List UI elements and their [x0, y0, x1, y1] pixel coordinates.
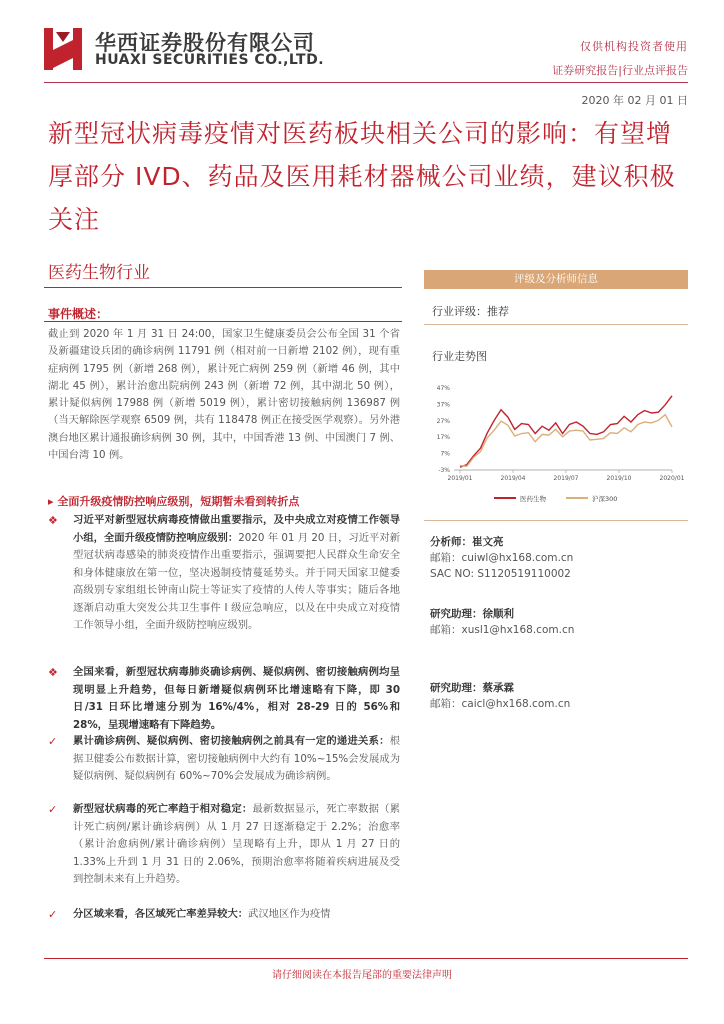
key-point-text: 全面升级疫情防控响应级别，短期暂未看到转折点 [57, 495, 300, 508]
x-tick-label: 2019/07 [553, 475, 579, 482]
analyst-card [430, 680, 570, 712]
analyst-name: 徐顺利 [482, 608, 514, 620]
y-tick-label: -3% [438, 467, 450, 474]
point-item [48, 733, 400, 786]
analyst-role: 分析师： [430, 536, 472, 548]
industry-trend-chart [426, 374, 688, 514]
report-type-tag: 证券研究报告|行业点评报告 [552, 64, 688, 77]
email-label: 邮箱： [430, 698, 462, 710]
analyst-email[interactable]: xusl1@hx168.com.cn [461, 624, 575, 636]
analyst-name: 崔文亮 [472, 536, 504, 548]
rating-label: 行业评级： [432, 305, 487, 318]
x-tick-label: 2019/01 [447, 475, 473, 482]
x-tick-label: 2020/01 [659, 475, 685, 482]
y-tick-label: 37% [436, 401, 450, 409]
event-heading: 事件概述： [48, 307, 109, 321]
header-divider [44, 82, 688, 83]
sac-label: SAC NO: [430, 568, 474, 580]
analyst-card [430, 606, 574, 638]
point-bold: 分区域来看，各区域死亡率差异较大： [73, 908, 249, 920]
check-bullet-icon: ✓ [48, 908, 58, 921]
analyst-card [430, 534, 573, 582]
point-item [48, 801, 400, 889]
email-label: 邮箱： [430, 624, 462, 636]
point-bold: 累计确诊病例、疑似病例、密切接触病例之前具有一定的递进关系： [73, 735, 390, 747]
rating-divider [424, 324, 688, 325]
y-tick-label: 7% [440, 450, 450, 458]
analyst-email[interactable]: caicl@hx168.com.cn [461, 698, 571, 710]
point-text: 武汉地区作为疫情 [248, 908, 331, 920]
x-tick-label: 2019/10 [606, 475, 632, 482]
analyst-email[interactable]: cuiwl@hx168.com.cn [461, 552, 574, 564]
legal-disclaimer-note: 请仔细阅读在本报告尾部的重要法律声明 [272, 970, 452, 981]
check-bullet-icon: ✓ [48, 803, 58, 816]
point-text: 根据卫健委公布数据计算，密切接触病例中大约有 10%~15%会发展成为疑似病例、疑似病例有 60%~70%会发展成为确诊病例。 [73, 735, 400, 782]
y-tick-label: 17% [436, 434, 450, 442]
analyst-sac: S1120519110002 [477, 568, 571, 580]
diamond-bullet-icon: ❖ [48, 666, 58, 679]
rating-value: 推荐 [487, 305, 509, 318]
event-divider [44, 321, 402, 322]
industry-rating [432, 303, 509, 319]
report-date: 2020 年 02 月 01 日 [581, 94, 688, 107]
point-bold: 新型冠状病毒的死亡率趋于相对稳定： [73, 803, 253, 815]
point-bold: 习近平对新型冠状病毒疫情做出重要指示，及中央成立对疫情工作领导小组，全面升级疫情防控响应级别： [73, 514, 400, 544]
point-item [48, 512, 400, 635]
report-title: 新型冠状病毒疫情对医药板块相关公司的影响：有望增厚部分 IVD、药品及医用耗材器械公司业绩，建议积极关注 [48, 119, 676, 234]
x-tick-label: 2019/04 [500, 475, 526, 482]
point-text: 2020 年 01 月 20 日，习近平对新型冠状病毒感染的肺炎疫情作出重要指示，强调要把人民群众生命安全和身体健康放在第一位，坚决遏制疫情蔓延势头。并于同天国家卫健委高级别专家组组长钟南山院士等证实了疫情的人传人等事实；随后各地逐渐启动重大突发公共卫生事件 I 级应急响应，以及在中央成立对疫情工作领导小组，全面升级防控响应级别。 [73, 531, 401, 631]
analyst-role: 研究助理： [430, 682, 483, 694]
check-bullet-icon: ✓ [48, 735, 58, 748]
legend-label: 医药生物 [520, 495, 546, 503]
point-bold: 全国来看，新型冠状病毒肺炎确诊病例、疑似病例、密切接触病例均呈现明显上升趋势，但每日新增疑似病例环比增速略有下降，即 30 日/31 日环比增速分别为 16%/4%，相对 28-29 日的 56%和 28%，呈现增速略有下降趋势。 [73, 666, 400, 731]
email-label: 邮箱： [430, 552, 462, 564]
rating-box-header: 评级及分析师信息 [424, 270, 688, 289]
y-tick-label: 47% [436, 385, 450, 392]
analyst-name: 蔡承霖 [482, 682, 514, 694]
industry-label: 医药生物行业 [48, 263, 150, 283]
y-tick-label: 27% [436, 417, 450, 425]
company-name-en: HUAXI SECURITIES CO.,LTD. [95, 52, 325, 68]
key-point [48, 493, 404, 509]
point-item [48, 906, 400, 924]
huaxi-logo-icon [44, 28, 82, 70]
triangle-bullet-icon: ▸ [48, 495, 58, 508]
event-summary: 截止到 2020 年 1 月 31 日 24:00，国家卫生健康委员会公布全国 31 个省及新疆建设兵团的确诊病例 11791 例（相对前一日新增 2102 例），现有重症病例 1795 例（新增 268 例），累计死亡病例 259 例（新增 46 例，其中湖北 45 例），累计治愈出院病例 243 例（新增 72 例，其中湖北 50 例），累计疑似病例 17988 例（新增 5019 例），累计密切接触病例 136987 例（当天解除医学观察 6509 例，共有 118478 例正在接受医学观察）。另外港澳台地区累计通报确诊病例 30 例，其中，中国香港 13 例、中国澳门 7 例、中国台湾 10 例。 [48, 328, 400, 462]
series-line-pharma [460, 396, 672, 467]
legend-label: 沪深300 [592, 495, 618, 503]
analyst-role: 研究助理： [430, 608, 483, 620]
analyst-divider [424, 520, 688, 521]
diamond-bullet-icon: ❖ [48, 514, 58, 527]
point-text: 最新数据显示，死亡率数据（累计死亡病例/累计确诊病例）从 1 月 27 日逐渐稳定于 2.2%；治愈率（累计治愈病例/累计确诊病例）呈现略有上升，即从 1 月 27 日的 1.33%上升到 1 月 31 日的 2.06%，预期治愈率将随着疾病进展及受到控制未来有上升趋势。 [73, 803, 401, 885]
audience-tag: 仅供机构投资者使用 [580, 40, 688, 53]
trend-chart-title: 行业走势图 [432, 350, 487, 363]
footer-divider [44, 958, 688, 959]
series-line-hs300 [460, 415, 672, 467]
point-item [48, 664, 400, 734]
company-name-cn: 华西证券股份有限公司 [95, 31, 315, 55]
industry-divider [44, 287, 402, 288]
